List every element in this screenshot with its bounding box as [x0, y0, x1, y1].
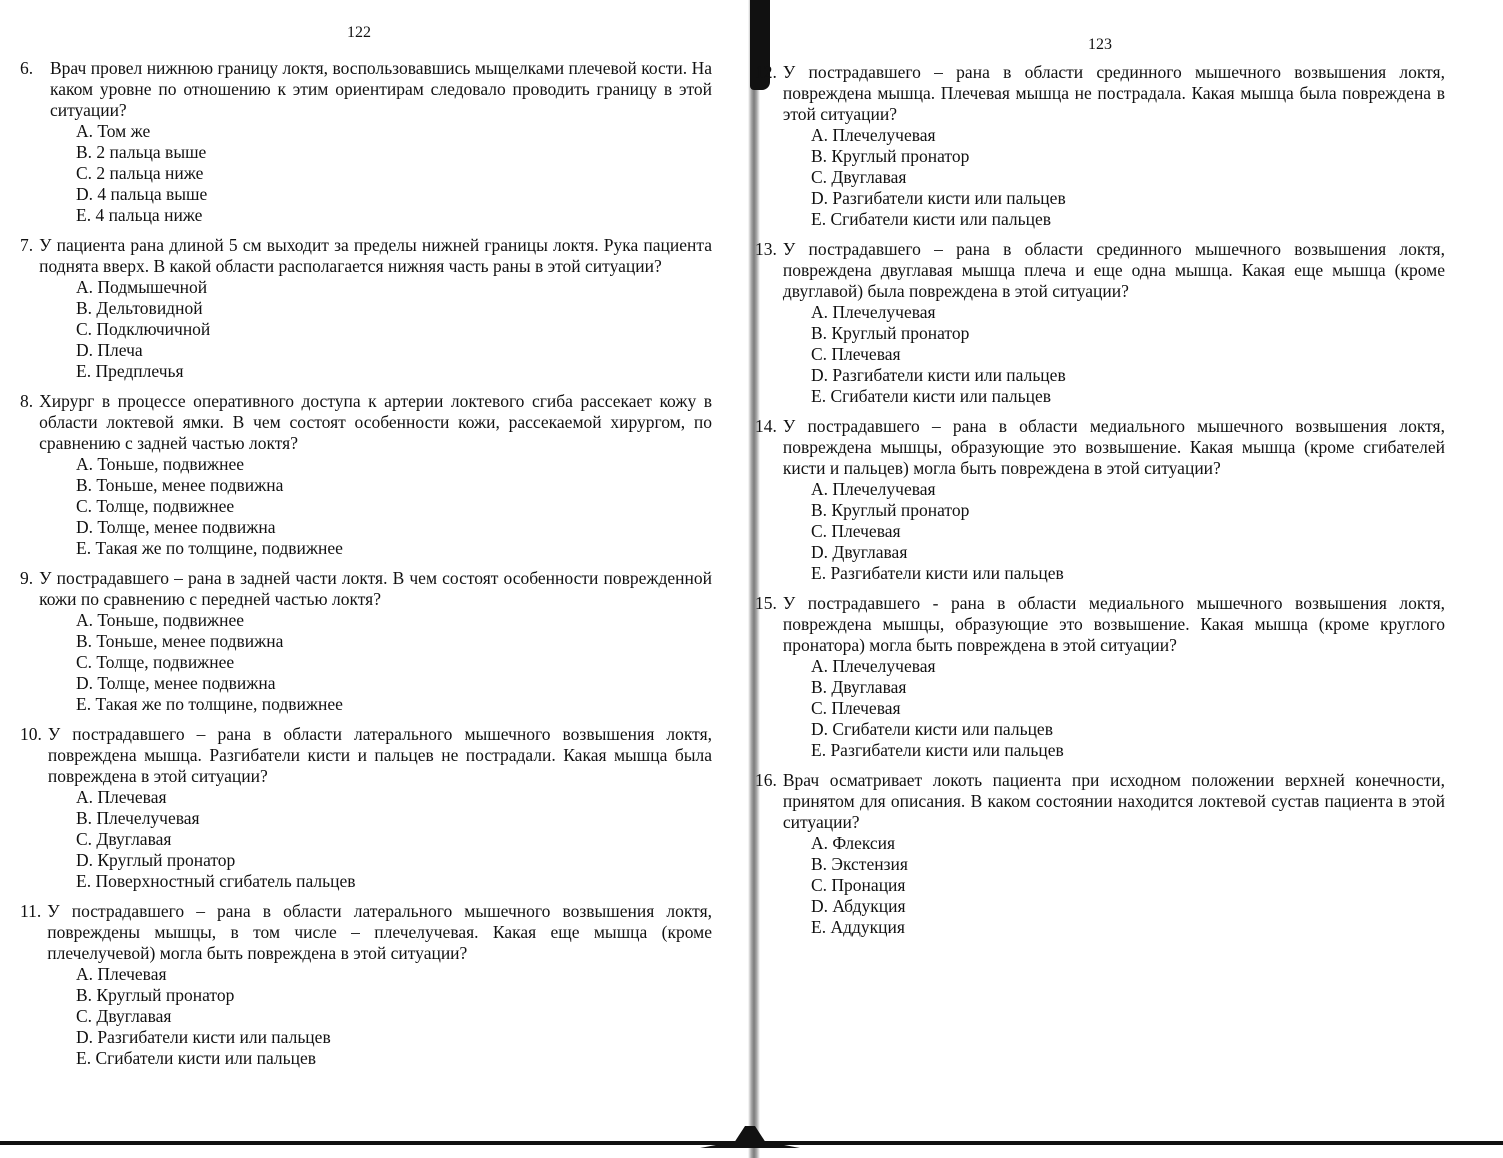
answer-option: D. Абдукция [811, 896, 906, 916]
question-stem [20, 568, 712, 610]
answer-option: A. Плечевая [76, 964, 167, 984]
question-text: У пострадавшего – рана в области медиального мышечного возвышения локтя, повреждена мышцы, образующие это возвышение. Какая мышца (кроме сгибателей кисти и пальцев) могла быть повреждена в этой ситуации? [782, 416, 1445, 478]
question-text: У пациента рана длиной 5 см выходит за пределы нижней границы локтя. Рука пациента поднята вверх. В какой области располагается нижняя часть раны в этой ситуации? [39, 235, 712, 276]
answer-options [755, 479, 1445, 584]
question-item [20, 235, 712, 382]
question-stem [20, 391, 712, 454]
question-number: 14. [755, 416, 777, 436]
answer-option: B. Экстензия [811, 854, 908, 874]
question-text: У пострадавшего – рана в области срединного мышечного возвышения локтя, повреждена двуглавая мышца плеча и еще одна мышца. Какая еще мышца (кроме двуглавой) была повреждена в этой ситуации? [782, 239, 1445, 301]
page-number: 122 [347, 24, 371, 41]
question-number: 12. [755, 62, 777, 82]
answer-option: E. Такая же по толщине, подвижнее [76, 538, 343, 558]
answer-option: D. Разгибатели кисти или пальцев [76, 1027, 331, 1047]
answer-options [20, 121, 712, 226]
question-number: 13. [755, 239, 777, 259]
answer-option: C. Пронация [811, 875, 906, 895]
answer-option: A. Флексия [811, 833, 896, 853]
answer-option: D. Двуглавая [811, 542, 908, 562]
answer-option: E. Разгибатели кисти или пальцев [811, 740, 1064, 760]
answer-option: C. Плечевая [811, 521, 901, 541]
answer-option: C. Подключичной [76, 319, 211, 339]
answer-options [20, 787, 712, 892]
answer-option: E. Поверхностный сгибатель пальцев [76, 871, 356, 891]
answer-option: C. Двуглавая [811, 167, 907, 187]
answer-option: B. Круглый пронатор [811, 500, 970, 520]
question-stem [755, 62, 1445, 125]
question-number: 9. [20, 568, 34, 588]
question-text: У пострадавшего - рана в области медиального мышечного возвышения локтя, повреждена мышцы, образующие это возвышение. Какая мышца (кроме круглого пронатора) могла быть повреждена в этой ситуации? [782, 593, 1445, 655]
question-stem [20, 58, 712, 121]
answer-option: A. Том же [76, 121, 151, 141]
question-item [20, 58, 712, 226]
question-text: У пострадавшего – рана в области латерального мышечного возвышения локтя, повреждена мышца. Разгибатели кисти и пальцев не пострадали. Какая мышца была повреждена в этой ситуации? [47, 724, 712, 786]
answer-option: D. Плеча [76, 340, 143, 360]
question-item [755, 770, 1445, 938]
answer-options [755, 125, 1445, 230]
question-item [755, 416, 1445, 584]
answer-option: B. Дельтовидной [76, 298, 203, 318]
answer-option: B. Плечелучевая [76, 808, 200, 828]
question-text: У пострадавшего – рана в области латерального мышечного возвышения локтя, повреждены мышцы, в том числе – плечелучевая. Какая еще мышца (кроме плечелучевой) могла быть повреждена в этой ситуации? [47, 901, 712, 963]
answer-option: C. Двуглавая [76, 829, 172, 849]
answer-option: A. Плечелучевая [811, 125, 936, 145]
answer-options [20, 277, 712, 382]
answer-option: A. Плечелучевая [811, 656, 936, 676]
question-number: 16. [755, 770, 777, 790]
question-text: Врач провел нижнюю границу локтя, воспользовавшись мыщелками плечевой кости. На каком уровне по отношению к этим ориентирам следовало проводить границу в этой ситуации? [50, 58, 712, 120]
question-number: 15. [755, 593, 777, 613]
question-number: 6. [20, 58, 34, 78]
answer-option: A. Тоньше, подвижнее [76, 610, 244, 630]
question-item [20, 724, 712, 892]
question-item [755, 62, 1445, 230]
question-stem [20, 235, 712, 277]
answer-option: B. Круглый пронатор [76, 985, 235, 1005]
answer-option: B. Круглый пронатор [811, 146, 970, 166]
question-text: У пострадавшего – рана в задней части локтя. В чем состоят особенности поврежденной кожи по сравнению с передней частью локтя? [39, 568, 712, 609]
question-stem [755, 239, 1445, 302]
question-stem [20, 724, 712, 787]
answer-option: E. Такая же по толщине, подвижнее [76, 694, 343, 714]
answer-options [755, 302, 1445, 407]
answer-options [20, 454, 712, 559]
question-stem [755, 770, 1445, 833]
right-page [745, 0, 1503, 1158]
answer-option: C. Плечевая [811, 698, 901, 718]
page-number: 123 [1088, 36, 1112, 53]
answer-option: C. Толще, подвижнее [76, 496, 235, 516]
question-text: Врач осматривает локоть пациента при исходном положении верхней конечности, принятом для описания. В каком состоянии находится локтевой сустав пациента в этой ситуации? [782, 770, 1445, 832]
answer-option: B. 2 пальца выше [76, 142, 207, 162]
question-item [755, 239, 1445, 407]
answer-option: D. 4 пальца выше [76, 184, 208, 204]
answer-option: A. Подмышечной [76, 277, 208, 297]
answer-option: E. Сгибатели кисти или пальцев [76, 1048, 317, 1068]
question-item [20, 568, 712, 715]
answer-option: D. Сгибатели кисти или пальцев [811, 719, 1053, 739]
answer-option: E. 4 пальца ниже [76, 205, 203, 225]
answer-option: B. Круглый пронатор [811, 323, 970, 343]
question-item [20, 391, 712, 559]
answer-options [755, 833, 1445, 938]
answer-option: B. Тоньше, менее подвижна [76, 475, 284, 495]
answer-option: D. Разгибатели кисти или пальцев [811, 365, 1066, 385]
answer-option: E. Предплечья [76, 361, 184, 381]
answer-option: A. Плечевая [76, 787, 167, 807]
question-number: 10. [20, 724, 42, 744]
left-page [0, 0, 745, 1158]
answer-options [20, 610, 712, 715]
question-stem [20, 901, 712, 964]
question-stem [755, 416, 1445, 479]
answer-option: D. Толще, менее подвижна [76, 517, 276, 537]
question-text: Хирург в процессе оперативного доступа к артерии локтевого сгиба рассекает кожу в области локтевой ямки. В чем состоят особенности кожи, рассекаемой хирургом, по сравнению с задней частью локтя? [39, 391, 712, 453]
answer-option: E. Разгибатели кисти или пальцев [811, 563, 1064, 583]
question-text: У пострадавшего – рана в области срединного мышечного возвышения локтя, повреждена мышца. Плечевая мышца не пострадала. Какая мышца была повреждена в этой ситуации? [782, 62, 1445, 124]
question-list [755, 62, 1445, 947]
question-list [20, 58, 712, 1078]
answer-option: E. Сгибатели кисти или пальцев [811, 386, 1052, 406]
question-item [20, 901, 712, 1069]
question-number: 8. [20, 391, 34, 411]
answer-option: E. Сгибатели кисти или пальцев [811, 209, 1052, 229]
answer-option: C. 2 пальца ниже [76, 163, 204, 183]
answer-options [20, 964, 712, 1069]
question-number: 11. [20, 901, 42, 921]
answer-option: B. Двуглавая [811, 677, 907, 697]
answer-option: C. Плечевая [811, 344, 901, 364]
answer-option: D. Круглый пронатор [76, 850, 236, 870]
question-number: 7. [20, 235, 34, 255]
answer-option: E. Аддукция [811, 917, 905, 937]
answer-option: B. Тоньше, менее подвижна [76, 631, 284, 651]
answer-option: A. Плечелучевая [811, 302, 936, 322]
question-item [755, 593, 1445, 761]
answer-option: A. Тоньше, подвижнее [76, 454, 244, 474]
answer-option: D. Толще, менее подвижна [76, 673, 276, 693]
answer-option: C. Двуглавая [76, 1006, 172, 1026]
answer-option: D. Разгибатели кисти или пальцев [811, 188, 1066, 208]
question-stem [755, 593, 1445, 656]
answer-options [755, 656, 1445, 761]
answer-option: A. Плечелучевая [811, 479, 936, 499]
answer-option: C. Толще, подвижнее [76, 652, 235, 672]
